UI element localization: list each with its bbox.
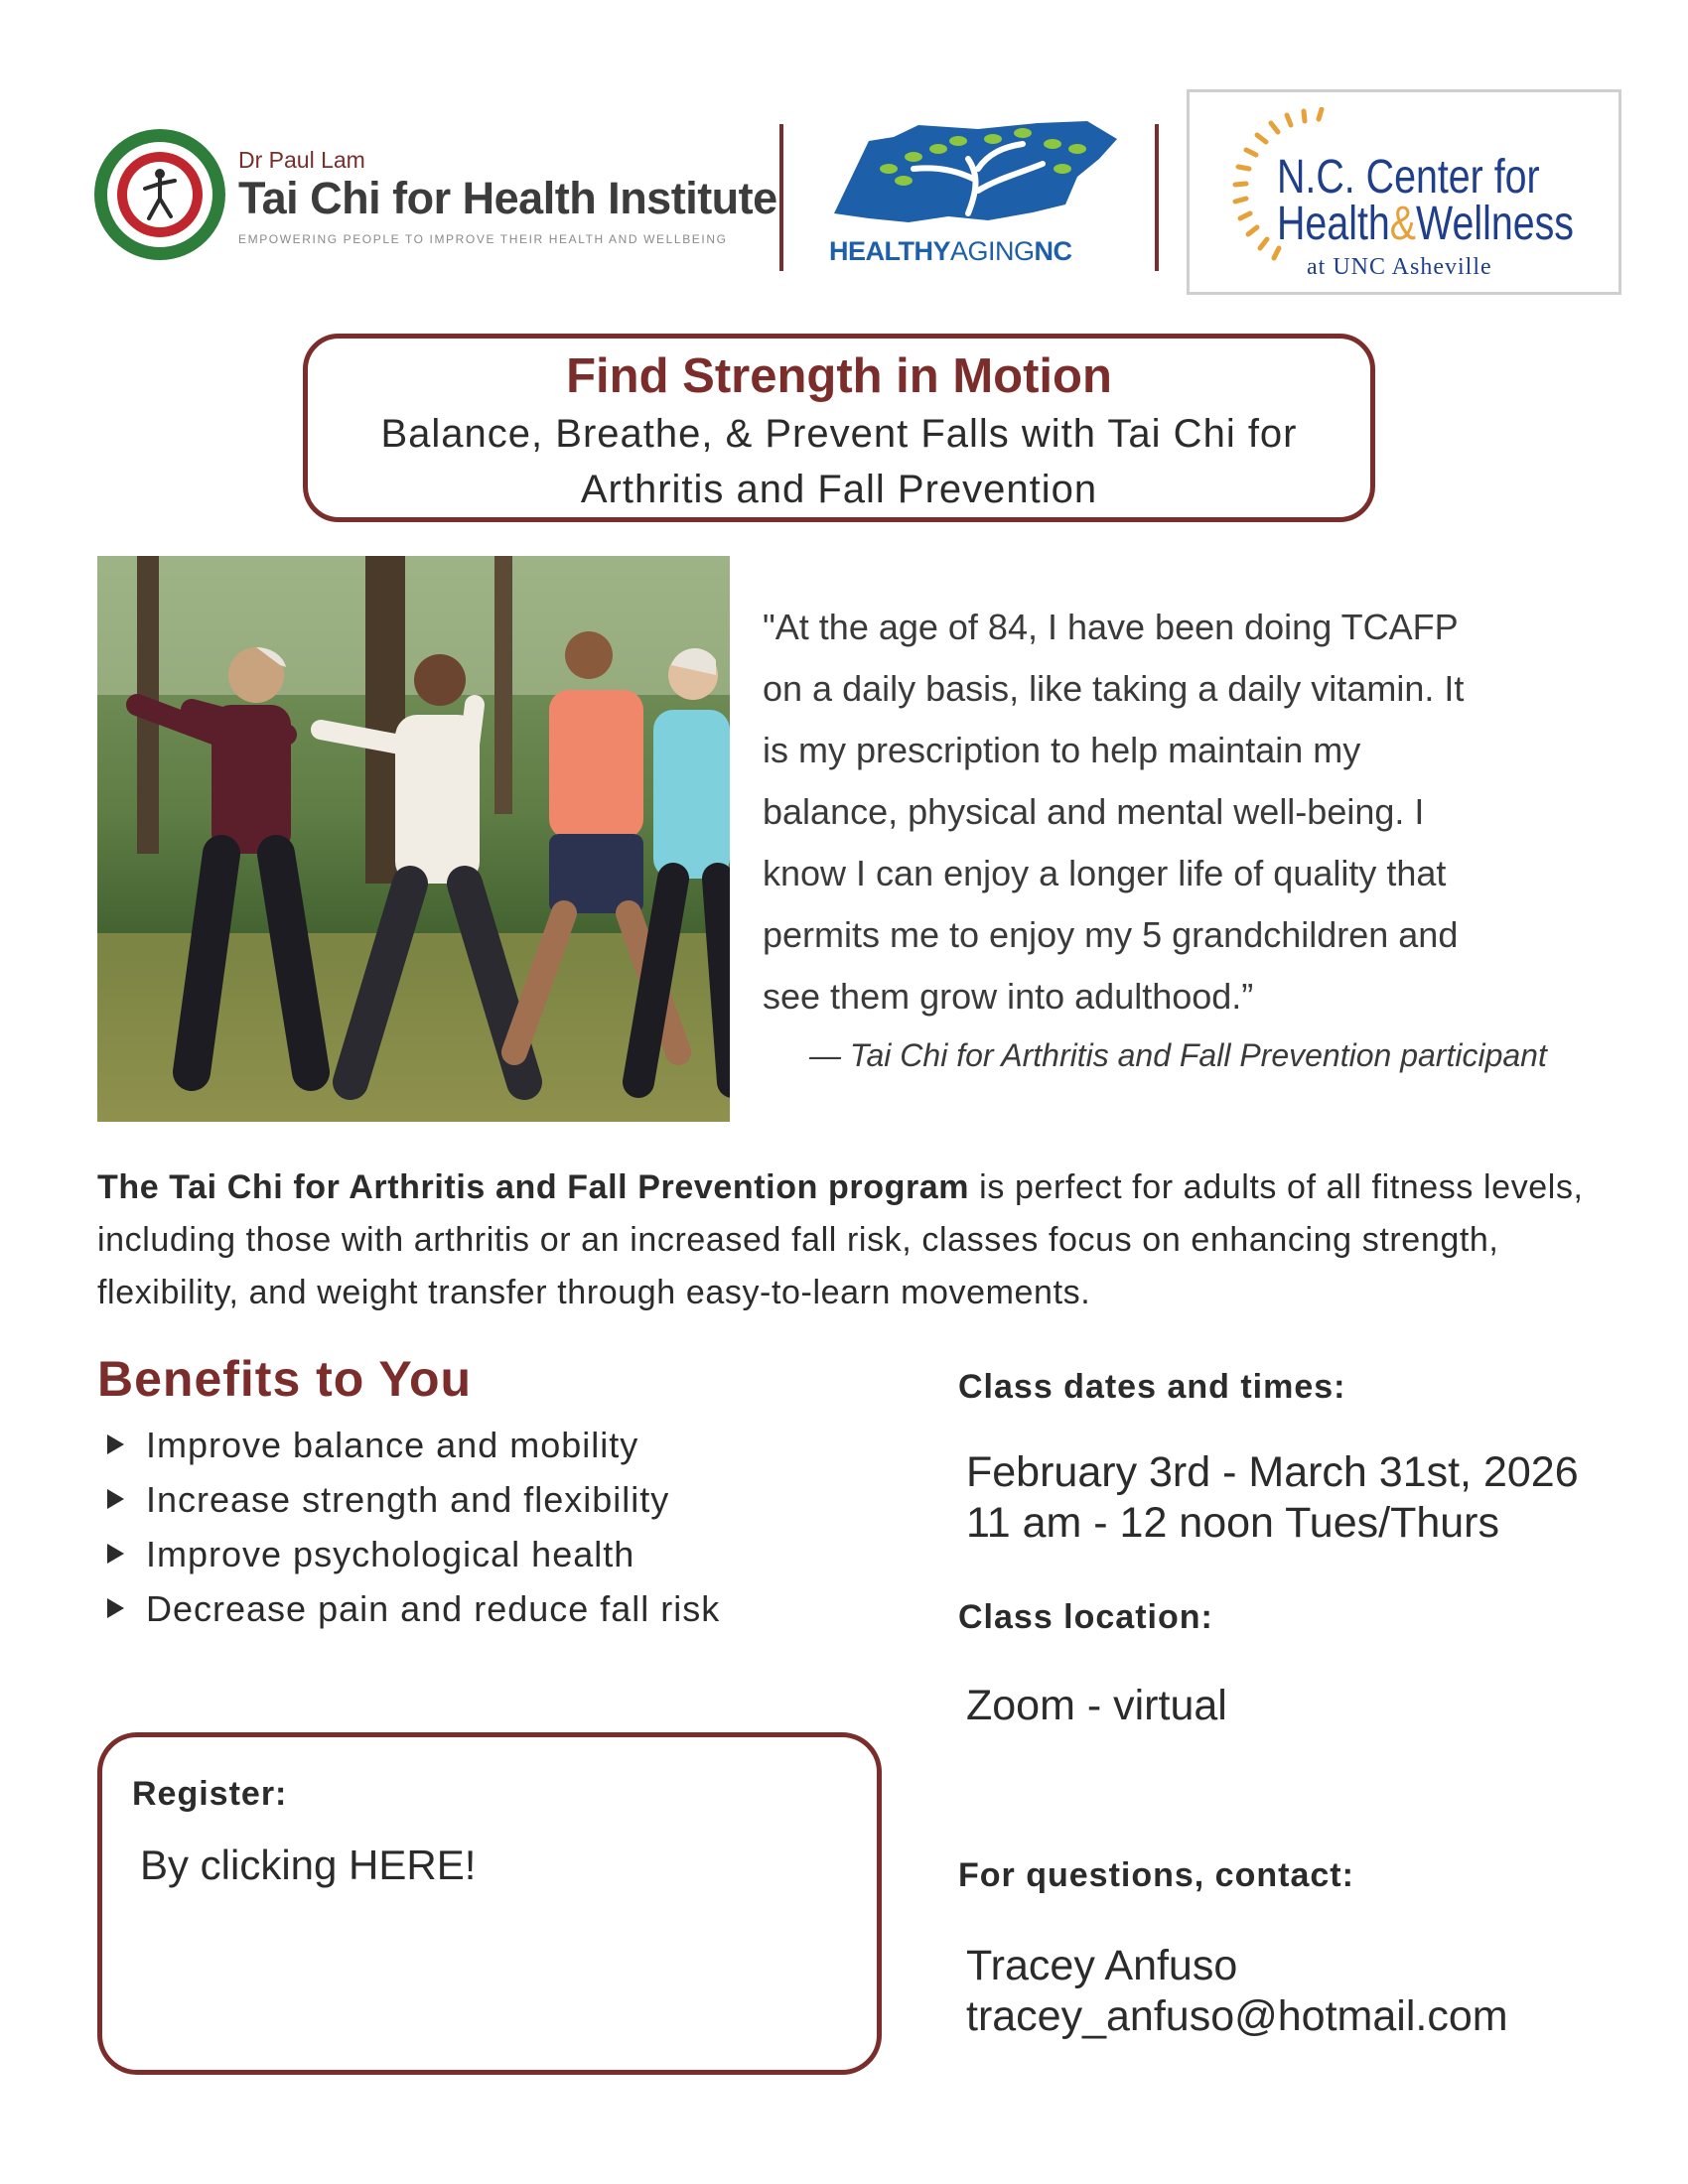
quote-line: is my prescription to help maintain my	[763, 730, 1361, 770]
class-location-label: Class location:	[958, 1598, 1213, 1636]
contact-name: Tracey Anfuso	[966, 1942, 1238, 1989]
nc-state-tree-icon	[829, 119, 1127, 230]
program-name: The Tai Chi for Arthritis and Fall Prevention program	[97, 1168, 970, 1206]
logo-subtitle: Dr Paul Lam	[238, 147, 365, 173]
title-box	[303, 334, 1375, 522]
contact-email[interactable]: tracey_anfuso@hotmail.com	[966, 1992, 1508, 2040]
page-title: Find Strength in Motion	[566, 349, 1112, 403]
bullet-triangle-icon	[107, 1489, 124, 1509]
quote-line: on a daily basis, like taking a daily vitamin. It	[763, 668, 1465, 709]
list-item: Improve balance and mobility	[107, 1418, 720, 1472]
list-item: Decrease pain and reduce fall risk	[107, 1581, 720, 1636]
list-item: Increase strength and flexibility	[107, 1472, 720, 1527]
bullet-triangle-icon	[107, 1434, 124, 1454]
tai-chi-seal-icon	[94, 129, 225, 260]
contact-label: For questions, contact:	[958, 1856, 1354, 1894]
class-times-value: 11 am - 12 noon Tues/Thurs	[966, 1499, 1499, 1547]
class-location-value: Zoom - virtual	[966, 1682, 1227, 1729]
testimonial-quote	[763, 597, 1577, 1027]
program-description	[97, 1161, 1607, 1319]
class-dates-label: Class dates and times:	[958, 1368, 1346, 1406]
class-dates-value: February 3rd - March 31st, 2026	[966, 1448, 1579, 1496]
tai-chi-for-health-logo	[94, 129, 777, 268]
healthy-aging-nc-logo	[814, 119, 1132, 268]
logo-divider	[1155, 124, 1159, 271]
page-subtitle-line2: Arthritis and Fall Prevention	[580, 468, 1098, 511]
program-description-text: is perfect for adults of all fitness levels, including those with arthritis or an increased fall risk, classes focus on enhancing strength, flexibility, and weight transfer through easy-to-learn movements.	[97, 1168, 1584, 1311]
bullet-triangle-icon	[107, 1544, 124, 1564]
quote-line: "At the age of 84, I have been doing TCAFP	[763, 607, 1459, 647]
bullet-triangle-icon	[107, 1598, 124, 1618]
nc-center-line3: at UNC Asheville	[1307, 254, 1492, 280]
logo-divider	[779, 124, 783, 271]
page-subtitle-line1: Balance, Breathe, & Prevent Falls with Tai Chi for	[380, 412, 1298, 456]
logo-tagline: EMPOWERING PEOPLE TO IMPROVE THEIR HEALTH AND WELLBEING	[238, 232, 728, 246]
nc-center-health-wellness-logo	[1187, 89, 1621, 295]
quote-line: balance, physical and mental well-being. I	[763, 791, 1425, 832]
logo-name: Tai Chi for Health Institute	[238, 173, 777, 223]
benefits-heading: Benefits to You	[97, 1351, 473, 1407]
benefits-list	[107, 1418, 720, 1636]
register-link[interactable]: By clicking HERE!	[140, 1842, 477, 1888]
register-box	[97, 1732, 882, 2075]
tai-chi-group-photo	[97, 556, 730, 1122]
quote-line: know I can enjoy a longer life of quality that	[763, 853, 1447, 893]
register-label: Register:	[132, 1775, 288, 1813]
quote-attribution: — Tai Chi for Arthritis and Fall Prevention participant	[809, 1037, 1547, 1073]
list-item: Improve psychological health	[107, 1527, 720, 1581]
nc-center-line2: Health&Wellness	[1277, 198, 1574, 250]
quote-line: permits me to enjoy my 5 grandchildren and	[763, 914, 1459, 955]
quote-line: see them grow into adulthood.”	[763, 976, 1254, 1017]
healthy-aging-nc-wordmark: HEALTHYAGINGNC	[829, 236, 1072, 266]
nc-center-line1: N.C. Center for	[1277, 151, 1540, 204]
